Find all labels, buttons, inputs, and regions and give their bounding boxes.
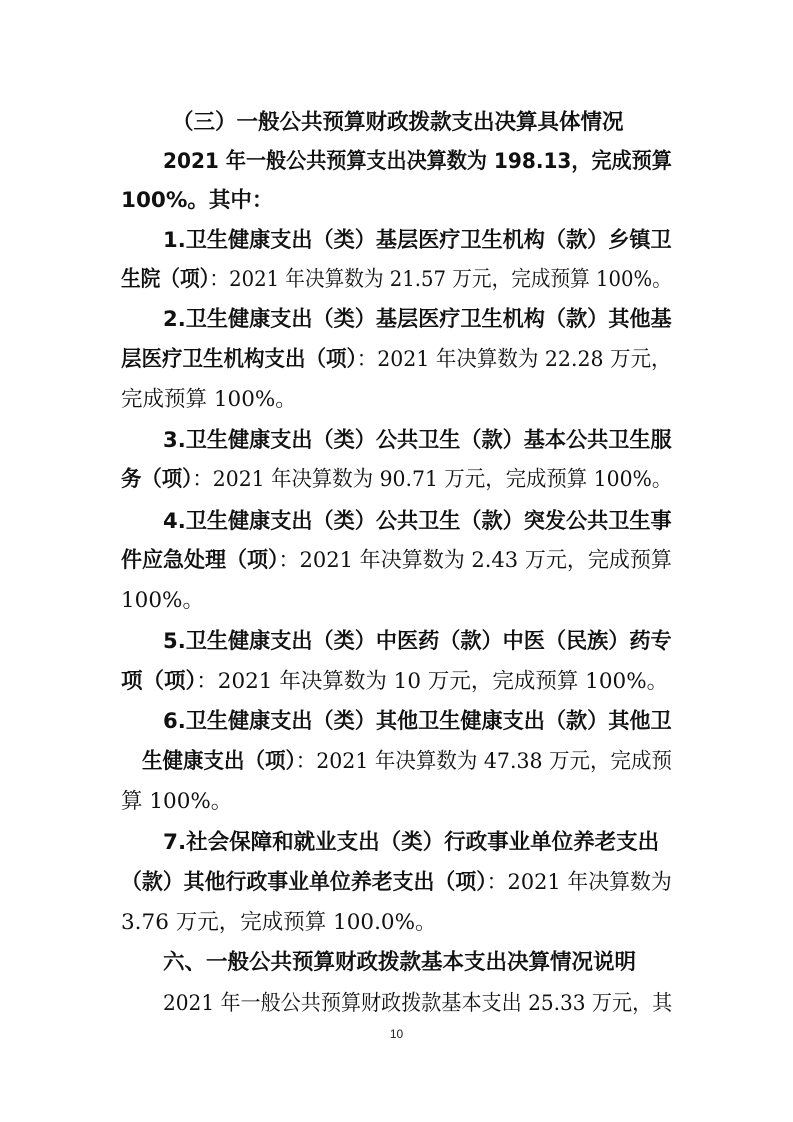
item-5-line-2 — [121, 667, 668, 697]
item-2-heading-tail: 层医疗卫生机构支出（项） — [121, 347, 357, 372]
intro-line-1: 2021 年一般公共预算支出决算数为 198.13，完成预算 — [163, 149, 672, 174]
item-7-heading: 7.社会保障和就业支出（类）行政事业单位养老支出 — [163, 830, 660, 855]
item-5-heading: 5.卫生健康支出（类）中医药（款）中医（民族）药专 — [163, 629, 672, 654]
item-2-value: ：2021 年决算数为 22.28 万元， — [356, 347, 672, 372]
item-4-heading: 4.卫生健康支出（类）公共卫生（款）突发公共卫生事 — [163, 509, 672, 534]
item-2-heading: 2.卫生健康支出（类）基层医疗卫生机构（款）其他基 — [163, 307, 672, 332]
item-2-line-2 — [121, 345, 672, 375]
item-6-heading-tail: 生健康支出（项） — [142, 749, 296, 774]
item-5-line-1 — [163, 627, 672, 657]
page-number: 10 — [389, 1027, 404, 1041]
item-1-line-1 — [163, 226, 672, 256]
item-4-heading-tail: 件应急处理（项） — [121, 548, 279, 573]
section-6-line-1: 2021 年一般公共预算财政拨款基本支出 25.33 万元，其 — [163, 991, 673, 1016]
item-3-line-1 — [163, 426, 672, 456]
item-1-heading: 1.卫生健康支出（类）基层医疗卫生机构（款）乡镇卫 — [163, 228, 672, 253]
item-2-line-1 — [163, 305, 672, 335]
item-6-line-1 — [163, 707, 672, 737]
section-3-title: （三）一般公共预算财政拨款支出决算具体情况 — [172, 110, 624, 135]
item-3-heading-tail: 务（项） — [121, 467, 193, 492]
item-4-line-3: 100%。 — [121, 588, 204, 613]
item-7-line-1 — [163, 828, 659, 858]
intro-line-2: 100%。其中： — [121, 188, 274, 213]
item-6-line-2 — [142, 747, 672, 777]
item-4-line-1 — [163, 507, 672, 537]
section-6-title: 六、一般公共预算财政拨款基本支出决算情况说明 — [163, 950, 637, 975]
item-5-value: ：2021 年决算数为 10 万元，完成预算 100%。 — [196, 669, 669, 694]
item-7-value: ：2021 年决算数为 — [486, 870, 672, 895]
item-2-line-3: 完成预算 100%。 — [121, 387, 297, 412]
item-1-line-2 — [121, 265, 672, 295]
item-3-line-2 — [121, 465, 672, 495]
item-3-value: ：2021 年决算数为 90.71 万元，完成预算 100%。 — [192, 467, 673, 492]
item-6-heading: 6.卫生健康支出（类）其他卫生健康支出（款）其他卫 — [163, 709, 672, 734]
item-5-heading-tail: 项（项） — [121, 669, 197, 694]
item-3-heading: 3.卫生健康支出（类）公共卫生（款）基本公共卫生服 — [163, 428, 672, 453]
item-7-line-3: 3.76 万元，完成预算 100.0%。 — [121, 910, 437, 935]
item-6-line-3: 算 100%。 — [121, 789, 233, 814]
item-7-line-2 — [121, 868, 672, 898]
item-4-line-2 — [121, 546, 672, 576]
item-1-heading-tail: 生院（项） — [121, 267, 210, 292]
item-6-value: ：2021 年决算数为 47.38 万元，完成预 — [295, 749, 673, 774]
item-1-value: ：2021 年决算数为 21.57 万元，完成预算 100%。 — [209, 267, 672, 292]
item-7-heading-tail: （款）其他行政事业单位养老支出（项） — [121, 870, 487, 895]
item-4-value: ：2021 年决算数为 2.43 万元，完成预算 — [278, 548, 672, 573]
